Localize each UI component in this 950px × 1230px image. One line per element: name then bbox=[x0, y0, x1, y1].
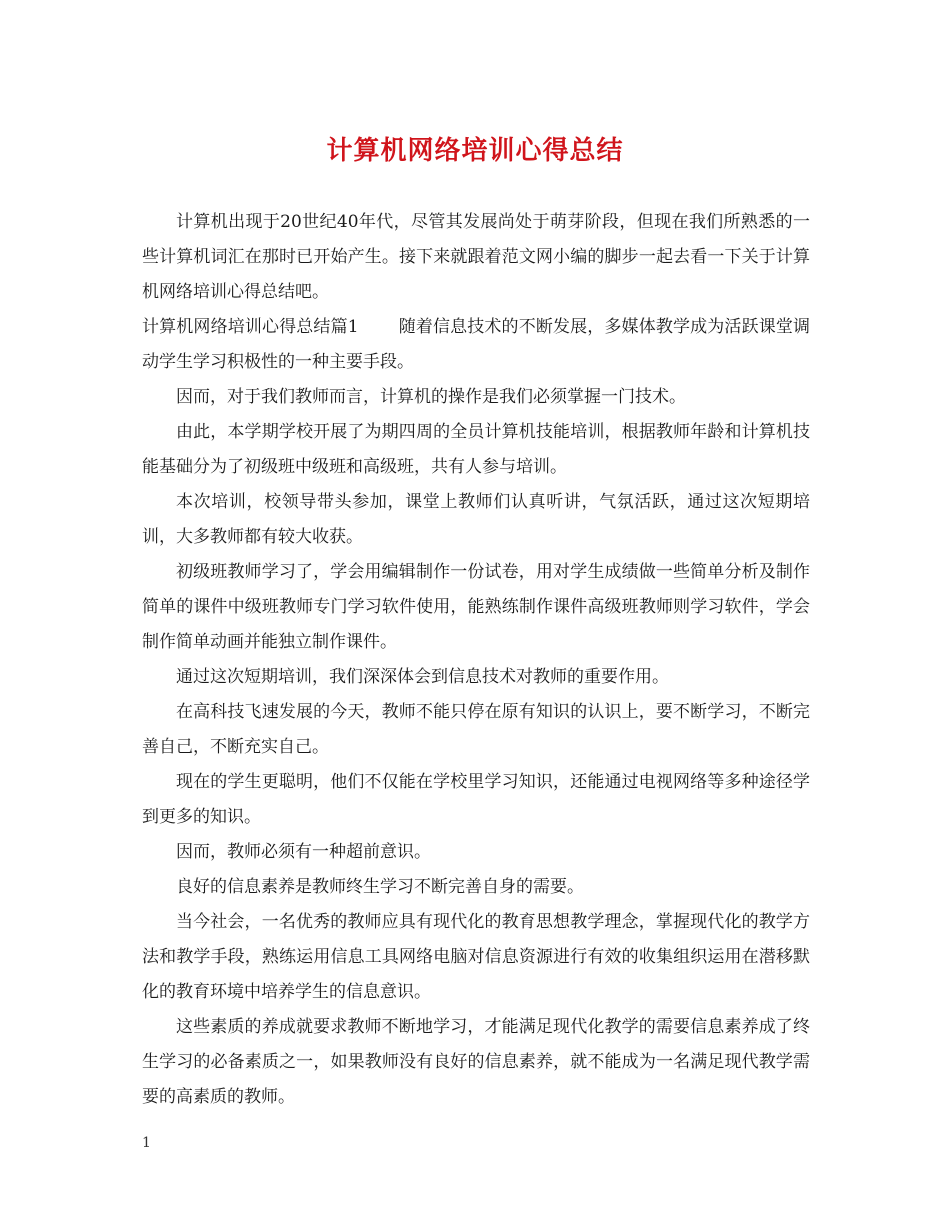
body-paragraph: 通过这次短期培训，我们深深体会到信息技术对教师的重要作用。 bbox=[176, 667, 669, 687]
page-number: 1 bbox=[142, 1135, 151, 1151]
body-paragraph: 因而，对于我们教师而言，计算机的操作是我们必须掌握一门技术。 bbox=[176, 387, 686, 407]
body-paragraph: 这些素质的养成就要求教师不断地学习，才能满足现代化教学的需要信息素养成了终生学习的必备素质之一，如果教师没有良好的信息素养，就不能成为一名满足现代教学需要的高素质的教师。 bbox=[142, 1017, 810, 1107]
body-paragraph: 由此，本学期学校开展了为期四周的全员计算机技能培训，根据教师年龄和计算机技能基础分为了初级班中级班和高级班，共有人参与培训。 bbox=[142, 422, 810, 477]
section-first-text: 随着信息技术的不断发展，多媒体教学成为活跃课堂调动学生学习积极性的一种主要手段。 bbox=[142, 317, 810, 372]
body-paragraph: 当今社会，一名优秀的教师应具有现代化的教育思想教学理念，掌握现代化的教学方法和教学手段，熟练运用信息工具网络电脑对信息资源进行有效的收集组织运用在潜移默化的教育环境中培养学生的信息意识。 bbox=[142, 912, 810, 1002]
document-body bbox=[142, 205, 810, 1115]
body-paragraph: 因而，教师必须有一种超前意识。 bbox=[176, 842, 431, 862]
body-paragraph: 本次培训，校领导带头参加，课堂上教师们认真听讲，气氛活跃，通过这次短期培训，大多教师都有较大收获。 bbox=[142, 492, 810, 547]
section-paragraph bbox=[142, 310, 810, 380]
document-title: 计算机网络培训心得总结 bbox=[326, 136, 624, 166]
body-paragraph: 良好的信息素养是教师终生学习不断完善自身的需要。 bbox=[176, 877, 584, 897]
body-paragraph: 在高科技飞速发展的今天，教师不能只停在原有知识的认识上，要不断学习，不断完善自己，不断充实自己。 bbox=[142, 702, 810, 757]
body-paragraph: 现在的学生更聪明，他们不仅能在学校里学习知识，还能通过电视网络等多种途径学到更多的知识。 bbox=[142, 772, 810, 827]
intro-paragraph: 计算机出现于20世纪40年代，尽管其发展尚处于萌芽阶段，但现在我们所熟悉的一些计算机词汇在那时已开始产生。接下来就跟着范文网小编的脚步一起去看一下关于计算机网络培训心得总结吧。 bbox=[142, 212, 810, 302]
body-paragraph: 初级班教师学习了，学会用编辑制作一份试卷，用对学生成绩做一些简单分析及制作简单的课件中级班教师专门学习软件使用，能熟练制作课件高级班教师则学习软件，学会制作简单动画并能独立制作课件。 bbox=[142, 562, 810, 652]
section-heading: 计算机网络培训心得总结篇1 bbox=[142, 317, 359, 337]
